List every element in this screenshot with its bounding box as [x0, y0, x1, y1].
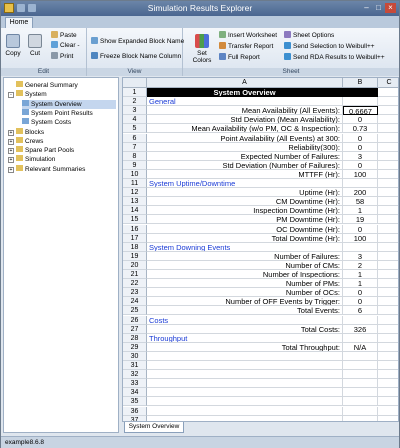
row-number[interactable]: 12	[123, 188, 147, 197]
cell-b[interactable]	[343, 334, 378, 343]
cell-c[interactable]	[378, 206, 399, 215]
table-row	[123, 170, 399, 179]
table-row	[123, 252, 399, 261]
cell-b[interactable]: 1	[343, 206, 378, 215]
row-number[interactable]: 10	[123, 170, 147, 179]
cell-a[interactable]	[147, 407, 343, 416]
row-number[interactable]: 29	[123, 343, 147, 352]
folder-icon	[16, 146, 23, 152]
freeze-icon	[91, 52, 98, 59]
table-row	[123, 88, 399, 97]
cell-b[interactable]: 0.6667	[343, 106, 378, 115]
report-icon	[22, 109, 29, 115]
print-button[interactable]: Print	[51, 52, 73, 61]
cell-b[interactable]: 0.73	[343, 124, 378, 133]
sheet-tab-bar	[122, 422, 399, 434]
cell-c[interactable]	[378, 215, 399, 224]
row-number[interactable]: 2	[123, 97, 147, 106]
cell-c[interactable]	[378, 343, 399, 352]
cell-c[interactable]	[378, 97, 399, 106]
nav-item[interactable]	[8, 165, 116, 174]
table-row	[123, 124, 399, 133]
cell-b[interactable]: 3	[343, 152, 378, 161]
row-number[interactable]: 36	[123, 407, 147, 416]
cell-b[interactable]: 200	[343, 188, 378, 197]
table-row	[123, 143, 399, 152]
table-row	[123, 134, 399, 143]
nav-item[interactable]	[22, 109, 116, 118]
cell-a[interactable]: OC Downtime (Hr):	[147, 225, 343, 234]
cell-b[interactable]	[343, 352, 378, 361]
cell-c[interactable]	[378, 252, 399, 261]
paste-icon	[51, 31, 58, 38]
cell-a[interactable]	[147, 379, 343, 388]
cell-b[interactable]: 326	[343, 325, 378, 334]
send-rda-icon	[284, 53, 291, 60]
row-number[interactable]: 9	[123, 161, 147, 170]
copy-icon	[6, 34, 20, 48]
navigation-tree	[3, 77, 119, 433]
row-number[interactable]: 16	[123, 225, 147, 234]
nav-item[interactable]	[8, 155, 116, 164]
row-number[interactable]: 7	[123, 143, 147, 152]
row-number[interactable]: 23	[123, 288, 147, 297]
expand-icon[interactable]: +	[9, 129, 13, 136]
nav-item[interactable]	[8, 146, 116, 155]
cell-a[interactable]	[147, 397, 343, 406]
row-number[interactable]: 14	[123, 206, 147, 215]
cell-c[interactable]	[378, 388, 399, 397]
nav-item[interactable]	[22, 118, 116, 127]
table-row	[123, 352, 399, 361]
nav-item-label: Simulation	[25, 156, 56, 164]
cell-c[interactable]	[378, 134, 399, 143]
cell-a[interactable]: Number of PMs:	[147, 279, 343, 288]
copy-button[interactable]: Copy	[5, 34, 21, 57]
table-row	[123, 152, 399, 161]
nav-item[interactable]	[8, 137, 116, 146]
cell-c[interactable]	[378, 143, 399, 152]
cell-a[interactable]: Number of OCs:	[147, 288, 343, 297]
row-number[interactable]: 8	[123, 152, 147, 161]
clear-button[interactable]: Clear -	[51, 41, 80, 50]
cell-c[interactable]	[378, 316, 399, 325]
send-selection-weibull-button[interactable]: Send Selection to Weibull++	[284, 42, 375, 51]
nav-item-label: System Costs	[31, 119, 72, 127]
column-header-a[interactable]: A	[147, 78, 343, 88]
view-group-label: View	[87, 68, 182, 76]
insert-worksheet-button[interactable]: Insert Worksheet	[219, 31, 277, 40]
table-row	[123, 243, 399, 252]
cell-b[interactable]: 0	[343, 297, 378, 306]
report-icon	[219, 53, 226, 60]
clear-icon	[51, 41, 58, 48]
expand-icon[interactable]: +	[9, 166, 13, 173]
row-number[interactable]: 33	[123, 379, 147, 388]
table-row	[123, 297, 399, 306]
nav-item[interactable]	[8, 81, 116, 90]
cell-c[interactable]	[378, 361, 399, 370]
cell-b[interactable]: 100	[343, 170, 378, 179]
nav-item[interactable]	[22, 100, 116, 109]
cell-a[interactable]	[147, 352, 343, 361]
ribbon	[1, 28, 399, 76]
cell-c[interactable]	[378, 197, 399, 206]
cell-b[interactable]: 0	[343, 225, 378, 234]
transfer-icon	[219, 42, 226, 49]
transfer-report-button[interactable]: Transfer Report	[219, 42, 273, 51]
table-row	[123, 215, 399, 224]
row-number[interactable]: 31	[123, 361, 147, 370]
cell-a[interactable]: Mean Availability (All Events):	[147, 106, 343, 115]
row-number[interactable]: 6	[123, 134, 147, 143]
nav-item-label: General Summary	[25, 82, 78, 89]
expand-icon	[91, 37, 98, 44]
cell-a[interactable]: System Overview	[147, 88, 343, 97]
cell-c[interactable]	[378, 325, 399, 334]
table-row	[123, 179, 399, 188]
row-number[interactable]: 24	[123, 297, 147, 306]
cell-a[interactable]	[147, 370, 343, 379]
cell-a[interactable]: CM Downtime (Hr):	[147, 197, 343, 206]
cell-b[interactable]	[343, 97, 378, 106]
cell-a[interactable]: Mean Availability (w/o PM, OC & Inspection):	[147, 124, 343, 133]
row-number[interactable]: 11	[123, 179, 147, 188]
cell-b[interactable]: 0	[343, 161, 378, 170]
section-link[interactable]: System Uptime/Downtime	[147, 179, 343, 188]
set-colors-button[interactable]: Set Colors	[187, 34, 217, 64]
cell-c[interactable]	[378, 407, 399, 416]
column-header-c[interactable]: C	[378, 78, 399, 88]
folder-icon	[16, 81, 23, 87]
section-link[interactable]: General	[147, 97, 343, 106]
cell-b[interactable]	[343, 397, 378, 406]
sheet-group-label: Sheet	[183, 68, 399, 76]
table-row	[123, 206, 399, 215]
cell-b[interactable]: 6	[343, 306, 378, 315]
cell-b[interactable]	[343, 88, 378, 97]
cell-b[interactable]: 0	[343, 143, 378, 152]
cell-b[interactable]: N/A	[343, 343, 378, 352]
row-number[interactable]: 21	[123, 270, 147, 279]
collapse-icon[interactable]: -	[8, 92, 14, 98]
cell-c[interactable]	[378, 334, 399, 343]
nav-item[interactable]	[8, 90, 116, 99]
sheet-group	[183, 28, 399, 76]
cell-a[interactable]: Inspection Downtime (Hr):	[147, 206, 343, 215]
table-row	[123, 343, 399, 352]
cell-c[interactable]	[378, 270, 399, 279]
title-bar	[1, 1, 399, 16]
folder-icon	[16, 165, 23, 171]
cell-c[interactable]	[378, 306, 399, 315]
cell-a[interactable]: Uptime (Hr):	[147, 188, 343, 197]
table-row	[123, 370, 399, 379]
cell-a[interactable]: Reliability(300):	[147, 143, 343, 152]
cell-a[interactable]: Number of CMs:	[147, 261, 343, 270]
cell-b[interactable]: 1	[343, 270, 378, 279]
cell-c[interactable]	[378, 234, 399, 243]
table-row	[123, 261, 399, 270]
cell-a[interactable]: Std Deviation (Number of Failures):	[147, 161, 343, 170]
cell-b[interactable]: 58	[343, 197, 378, 206]
edit-group	[1, 28, 87, 76]
send-rda-weibull-button[interactable]: Send RDA Results to Weibull++	[284, 53, 385, 62]
cell-c[interactable]	[378, 115, 399, 124]
grid-corner[interactable]	[123, 78, 147, 88]
cell-b[interactable]	[343, 407, 378, 416]
table-row	[123, 279, 399, 288]
print-icon	[51, 52, 58, 59]
row-number[interactable]: 28	[123, 334, 147, 343]
options-icon	[284, 31, 291, 38]
cell-c[interactable]	[378, 352, 399, 361]
cell-c[interactable]	[378, 279, 399, 288]
cell-b[interactable]	[343, 388, 378, 397]
full-report-button[interactable]: Full Report	[219, 53, 260, 62]
row-number[interactable]: 4	[123, 115, 147, 124]
nav-item-label: System Overview	[31, 100, 82, 108]
ribbon-tabs	[1, 16, 399, 28]
worksheet-icon	[219, 31, 226, 38]
send-icon	[284, 42, 291, 49]
cell-a[interactable]: Total Downtime (Hr):	[147, 234, 343, 243]
cell-a[interactable]: PM Downtime (Hr):	[147, 215, 343, 224]
folder-icon	[16, 128, 23, 134]
column-header-b[interactable]: B	[343, 78, 378, 88]
cell-b[interactable]	[343, 379, 378, 388]
cell-a[interactable]: Total Events:	[147, 306, 343, 315]
cell-c[interactable]	[378, 397, 399, 406]
cell-c[interactable]	[378, 124, 399, 133]
row-number[interactable]: 19	[123, 252, 147, 261]
cell-c[interactable]	[378, 88, 399, 97]
nav-item-label: Relevant Summaries	[25, 165, 86, 173]
nav-item[interactable]	[8, 128, 116, 137]
row-number[interactable]: 5	[123, 124, 147, 133]
nav-item-label: System Point Results	[31, 109, 93, 117]
table-row	[123, 225, 399, 234]
cell-a[interactable]: Expected Number of Failures:	[147, 152, 343, 161]
nav-item-label: System	[25, 91, 47, 99]
cell-b[interactable]: 0	[343, 288, 378, 297]
nav-item-label: Spare Part Pools	[25, 147, 75, 155]
row-number[interactable]: 30	[123, 352, 147, 361]
row-number[interactable]: 15	[123, 215, 147, 224]
row-number[interactable]: 13	[123, 197, 147, 206]
folder-icon	[16, 90, 23, 96]
cell-a[interactable]: Total Costs:	[147, 325, 343, 334]
nav-item-label: Crews	[25, 137, 44, 145]
table-row	[123, 334, 399, 343]
table-row	[123, 407, 399, 416]
row-number[interactable]: 18	[123, 243, 147, 252]
section-link[interactable]: System Downing Events	[147, 243, 343, 252]
spreadsheet-grid	[122, 77, 399, 422]
folder-icon	[16, 137, 23, 143]
nav-item-label: Blocks	[25, 128, 45, 136]
window-title: Simulation Results Explorer	[147, 3, 253, 13]
table-row	[123, 115, 399, 124]
table-row	[123, 388, 399, 397]
maximize-icon[interactable]: □	[376, 3, 381, 12]
cell-b[interactable]	[343, 316, 378, 325]
cell-b[interactable]: 0	[343, 134, 378, 143]
cell-c[interactable]	[378, 106, 399, 115]
cell-b[interactable]	[343, 370, 378, 379]
cell-b[interactable]: 3	[343, 252, 378, 261]
table-row	[123, 316, 399, 325]
edit-group-label: Edit	[1, 68, 86, 76]
row-number[interactable]: 1	[123, 88, 147, 97]
cell-a[interactable]: MTTFF (Hr):	[147, 170, 343, 179]
cell-b[interactable]: 2	[343, 261, 378, 270]
cell-a[interactable]: Number of Inspections:	[147, 270, 343, 279]
table-row	[123, 234, 399, 243]
row-number[interactable]: 20	[123, 261, 147, 270]
cell-b[interactable]	[343, 179, 378, 188]
cell-a[interactable]	[147, 388, 343, 397]
sheet-tab-system-overview[interactable]: System Overview	[124, 422, 184, 433]
section-link[interactable]: Costs	[147, 316, 343, 325]
cell-c[interactable]	[378, 370, 399, 379]
expand-icon[interactable]: +	[9, 148, 13, 155]
cell-b[interactable]: 19	[343, 215, 378, 224]
cell-c[interactable]	[378, 170, 399, 179]
cut-button[interactable]: Cut	[27, 34, 43, 57]
table-row	[123, 161, 399, 170]
table-row	[123, 325, 399, 334]
table-row	[123, 106, 399, 115]
folder-icon	[16, 155, 23, 161]
row-number[interactable]: 32	[123, 370, 147, 379]
cell-b[interactable]	[343, 243, 378, 252]
cell-c[interactable]	[378, 297, 399, 306]
tab-home[interactable]: Home	[5, 17, 33, 28]
close-icon[interactable]: ×	[385, 3, 396, 13]
show-expanded-block-name-button[interactable]: Show Expanded Block Name	[91, 37, 184, 46]
cell-b[interactable]: 0	[343, 115, 378, 124]
cell-a[interactable]	[147, 361, 343, 370]
minimize-icon[interactable]: –	[364, 3, 369, 12]
cell-a[interactable]: Number of OFF Events by Trigger:	[147, 297, 343, 306]
row-number[interactable]: 26	[123, 316, 147, 325]
sheet-options-button[interactable]: Sheet Options	[284, 31, 334, 40]
cell-c[interactable]	[378, 152, 399, 161]
cell-a[interactable]: Std Deviation (Mean Availability):	[147, 115, 343, 124]
table-row	[123, 306, 399, 315]
cell-b[interactable]: 1	[343, 279, 378, 288]
table-row	[123, 361, 399, 370]
expand-icon[interactable]: +	[9, 157, 13, 164]
cell-c[interactable]	[378, 379, 399, 388]
cell-a[interactable]: Total Throughput:	[147, 343, 343, 352]
freeze-block-name-button[interactable]: Freeze Block Name Column	[91, 52, 181, 61]
table-row	[123, 288, 399, 297]
view-group	[87, 28, 183, 76]
report-icon	[22, 118, 29, 124]
cut-icon	[28, 34, 42, 48]
paste-button[interactable]: Paste	[51, 31, 77, 40]
row-number[interactable]: 3	[123, 106, 147, 115]
cell-c[interactable]	[378, 243, 399, 252]
palette-icon	[195, 34, 209, 48]
report-icon	[22, 100, 29, 106]
row-number[interactable]: 17	[123, 234, 147, 243]
cell-c[interactable]	[378, 261, 399, 270]
table-row	[123, 97, 399, 106]
table-row	[123, 188, 399, 197]
row-number[interactable]: 27	[123, 325, 147, 334]
status-bar: example8.6.8	[1, 436, 399, 448]
expand-icon[interactable]: +	[9, 138, 13, 145]
row-number[interactable]: 35	[123, 397, 147, 406]
table-row	[123, 270, 399, 279]
cell-c[interactable]	[378, 188, 399, 197]
cell-c[interactable]	[378, 225, 399, 234]
cell-c[interactable]	[378, 288, 399, 297]
row-number[interactable]: 22	[123, 279, 147, 288]
section-link[interactable]: Throughput	[147, 334, 343, 343]
cell-c[interactable]	[378, 179, 399, 188]
row-number[interactable]: 37	[123, 416, 147, 422]
table-row	[123, 197, 399, 206]
row-number[interactable]: 34	[123, 388, 147, 397]
cell-b[interactable]: 100	[343, 234, 378, 243]
cell-a[interactable]: Point Availability (All Events) at 300:	[147, 134, 343, 143]
row-number[interactable]: 25	[123, 306, 147, 315]
table-row	[123, 379, 399, 388]
cell-b[interactable]	[343, 361, 378, 370]
cell-c[interactable]	[378, 161, 399, 170]
table-row	[123, 397, 399, 406]
cell-a[interactable]: Number of Failures:	[147, 252, 343, 261]
